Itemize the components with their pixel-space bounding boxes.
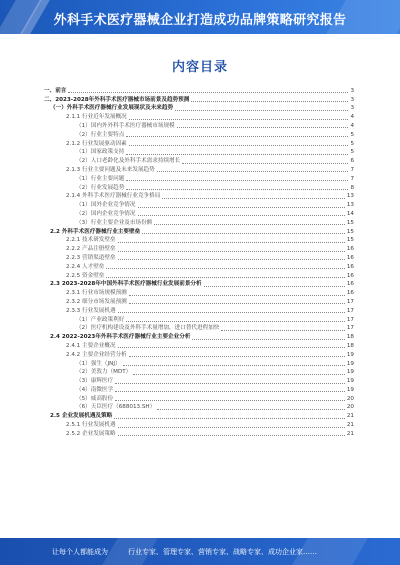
- toc-entry[interactable]: [44, 271, 354, 280]
- toc-dot-leader: [118, 251, 345, 252]
- toc-entry[interactable]: [44, 104, 354, 113]
- toc-dot-leader: [126, 154, 348, 155]
- toc-entry-label: （2）国内企业竞争情况: [76, 210, 136, 217]
- toc-entry-label: 2.2.4 人才壁垒: [66, 263, 105, 270]
- toc-entry-label: 2.2.3 营销渠道壁垒: [66, 254, 116, 261]
- toc-entry[interactable]: [44, 236, 354, 245]
- toc-entry-page: 17: [346, 307, 354, 314]
- toc-entry[interactable]: [44, 200, 354, 209]
- toc-entry-page: 3: [350, 105, 354, 112]
- toc-dot-leader: [182, 163, 348, 164]
- toc-entry-label: （1）国家政策支持: [76, 149, 125, 156]
- footer-slogan: 让每个人都能成为: [52, 548, 108, 556]
- toc-entry[interactable]: [44, 112, 354, 121]
- toc-dot-leader: [175, 110, 348, 111]
- toc-dot-leader: [129, 356, 345, 357]
- toc-dot-leader: [118, 242, 345, 243]
- toc-dot-leader: [106, 268, 344, 269]
- toc-dot-leader: [118, 347, 345, 348]
- toc-entry[interactable]: [44, 209, 354, 218]
- toc-dot-leader: [126, 180, 348, 181]
- toc-entry-page: 19: [346, 386, 354, 393]
- toc-entry-label: 2.5 企业发展机遇及策略: [50, 413, 113, 420]
- toc-entry-page: 4: [350, 122, 354, 129]
- toc-entry[interactable]: [44, 262, 354, 271]
- toc-entry-page: 5: [350, 140, 354, 147]
- toc-entry-page: 21: [346, 413, 354, 420]
- toc-entry[interactable]: [44, 350, 354, 359]
- toc-entry-label: （1）产业政策利好: [76, 316, 125, 323]
- toc-heading: 内容目录: [171, 60, 228, 75]
- toc-entry-page: 5: [350, 131, 354, 138]
- toc-entry[interactable]: [44, 288, 354, 297]
- toc-entry-page: 13: [346, 193, 354, 200]
- toc-entry-label: 2.3.2 细分市场发展预测: [66, 298, 127, 305]
- toc-entry-page: 14: [346, 210, 354, 217]
- toc-dot-leader: [118, 427, 345, 428]
- toc-entry-page: 19: [346, 351, 354, 358]
- toc-entry-label: 一、前言: [44, 87, 67, 94]
- toc-dot-leader: [191, 101, 348, 102]
- toc-dot-leader: [129, 303, 345, 304]
- toc-dot-leader: [126, 321, 345, 322]
- toc-dot-leader: [118, 259, 345, 260]
- toc-dot-leader: [115, 383, 345, 384]
- toc-dot-leader: [129, 119, 349, 120]
- toc-entry[interactable]: [44, 156, 354, 165]
- toc-entry-page: 15: [346, 237, 354, 244]
- toc-entry[interactable]: [44, 280, 354, 289]
- toc-entry-page: 16: [346, 290, 354, 297]
- toc-entry[interactable]: [44, 403, 354, 412]
- table-of-contents: [44, 86, 354, 438]
- toc-entry-label: （1）强生（JNJ）: [76, 360, 121, 367]
- toc-entry[interactable]: [44, 385, 354, 394]
- toc-entry-label: 2.5.2 企业发展策略: [66, 430, 116, 437]
- footer-roles: 行业专家、管理专家、营销专家、战略专家、成功企业家……: [128, 548, 317, 556]
- report-title: 外科手术医疗器械企业打造成功品牌策略研究报告: [53, 13, 347, 28]
- toc-entry[interactable]: [44, 130, 354, 139]
- toc-entry-label: 2.3 2023-2028年中国外科手术医疗器械行业发展前景分析: [50, 281, 202, 288]
- toc-entry-page: 20: [346, 395, 354, 402]
- toc-entry[interactable]: [44, 376, 354, 385]
- toc-entry[interactable]: [44, 244, 354, 253]
- toc-entry-label: 二、2023-2028年外科手术医疗器械市场前景及趋势预测: [44, 96, 190, 103]
- toc-entry-label: （2）医疗机构建设及外科手术量增加，进口替代进程加快: [76, 325, 220, 332]
- toc-entry-page: 21: [346, 430, 354, 437]
- toc-entry-label: （3）康辉医疗: [76, 378, 114, 385]
- toc-entry-page: 15: [346, 219, 354, 226]
- toc-entry-label: （4）南微医学: [76, 386, 114, 393]
- toc-entry[interactable]: [44, 95, 354, 104]
- toc-entry-label: 2.2.2 产品注册壁垒: [66, 246, 116, 253]
- toc-dot-leader: [221, 330, 344, 331]
- toc-entry-page: 20: [346, 404, 354, 411]
- toc-entry-page: 15: [346, 228, 354, 235]
- toc-entry-label: 2.1.1 行业近年发展概况: [66, 114, 127, 121]
- toc-dot-leader: [157, 171, 349, 172]
- toc-entry[interactable]: [44, 121, 354, 130]
- toc-dot-leader: [118, 312, 345, 313]
- toc-dot-leader: [106, 277, 344, 278]
- toc-entry-page: 16: [346, 272, 354, 279]
- toc-entry-label: （6）天臣医疗（688013.SH）: [76, 404, 156, 411]
- toc-entry-label: （2）美敦力（MDT）: [76, 369, 132, 376]
- toc-dot-leader: [162, 198, 345, 199]
- toc-entry-page: 7: [350, 175, 354, 182]
- toc-entry-label: （1）行业主要问题: [76, 175, 125, 182]
- toc-entry[interactable]: [44, 394, 354, 403]
- toc-entry[interactable]: [44, 165, 354, 174]
- toc-entry-label: 2.5.1 行业发展机遇: [66, 422, 116, 429]
- toc-entry-label: 2.2.5 资金壁垒: [66, 272, 105, 279]
- toc-entry-label: 2.1.2 行业发展驱动因素: [66, 140, 127, 147]
- toc-entry-page: 3: [350, 87, 354, 94]
- toc-dot-leader: [126, 189, 348, 190]
- toc-entry[interactable]: [44, 420, 354, 429]
- toc-entry-page: 13: [346, 202, 354, 209]
- toc-entry[interactable]: [44, 192, 354, 201]
- toc-entry-label: （一）外科手术医疗器械行业发展现状及未来趋势: [50, 105, 174, 112]
- footer-band: [0, 538, 400, 565]
- toc-entry-page: 8: [350, 184, 354, 191]
- toc-entry[interactable]: [44, 174, 354, 183]
- toc-entry-page: 16: [346, 254, 354, 261]
- toc-entry-label: （3）行业主要企业及市场份额: [76, 219, 153, 226]
- toc-entry-label: 2.4.1 主要企业概况: [66, 342, 116, 349]
- report-header-band: [0, 0, 400, 34]
- toc-dot-leader: [126, 136, 348, 137]
- toc-entry[interactable]: [44, 315, 354, 324]
- toc-entry[interactable]: [44, 411, 354, 420]
- toc-entry-page: 17: [346, 316, 354, 323]
- toc-dot-leader: [129, 145, 349, 146]
- toc-dot-leader: [123, 365, 345, 366]
- toc-entry-label: 2.4.2 主要企业经营分析: [66, 351, 127, 358]
- toc-dot-leader: [118, 435, 345, 436]
- toc-entry[interactable]: [44, 86, 354, 95]
- toc-entry[interactable]: [44, 227, 354, 236]
- toc-entry[interactable]: [44, 218, 354, 227]
- toc-entry-page: 16: [346, 246, 354, 253]
- toc-entry-page: 19: [346, 369, 354, 376]
- toc-entry-label: 2.3.1 行业市场规模预测: [66, 290, 127, 297]
- toc-entry[interactable]: [44, 306, 354, 315]
- toc-dot-leader: [114, 418, 345, 419]
- toc-entry[interactable]: [44, 341, 354, 350]
- toc-entry-label: 2.1.3 行业主要问题及未来发展趋势: [66, 166, 155, 173]
- toc-dot-leader: [68, 92, 348, 93]
- toc-entry-page: 4: [350, 114, 354, 121]
- toc-dot-leader: [177, 127, 349, 128]
- toc-dot-leader: [192, 339, 344, 340]
- toc-entry-page: 17: [346, 325, 354, 332]
- toc-entry-page: 18: [346, 334, 354, 341]
- toc-entry[interactable]: [44, 148, 354, 157]
- toc-dot-leader: [154, 224, 345, 225]
- toc-entry-label: （2）行业主要特点: [76, 131, 125, 138]
- toc-dot-leader: [115, 400, 345, 401]
- toc-dot-leader: [142, 233, 345, 234]
- toc-entry-label: 2.1.4 外科手术医疗器械行业竞争格局: [66, 193, 161, 200]
- toc-entry-page: 17: [346, 298, 354, 305]
- toc-entry-label: （1）国内外外科手术医疗器械市场规模: [76, 122, 175, 129]
- toc-entry[interactable]: [44, 359, 354, 368]
- toc-entry-page: 16: [346, 263, 354, 270]
- toc-entry-label: 2.3.3 行业发展机遇: [66, 307, 116, 314]
- toc-entry-label: （2）人口老龄化及外科手术需求持续增长: [76, 158, 181, 165]
- toc-entry-page: 19: [346, 378, 354, 385]
- toc-entry-label: 2.2 外科手术医疗器械行业主要壁垒: [50, 228, 141, 235]
- toc-dot-leader: [129, 295, 345, 296]
- toc-entry[interactable]: [44, 368, 354, 377]
- toc-entry-label: 2.2.1 技术研发壁垒: [66, 237, 116, 244]
- toc-entry[interactable]: [44, 183, 354, 192]
- toc-entry-page: 21: [346, 422, 354, 429]
- toc-entry[interactable]: [44, 332, 354, 341]
- toc-dot-leader: [157, 409, 345, 410]
- toc-dot-leader: [204, 286, 345, 287]
- toc-entry[interactable]: [44, 297, 354, 306]
- toc-entry-label: 2.4 2022-2023年外科手术医疗器械行业主要企业分析: [50, 334, 191, 341]
- toc-entry[interactable]: [44, 429, 354, 438]
- toc-entry[interactable]: [44, 139, 354, 148]
- toc-dot-leader: [115, 391, 345, 392]
- toc-dot-leader: [133, 374, 345, 375]
- toc-entry-page: 18: [346, 342, 354, 349]
- toc-dot-leader: [138, 207, 345, 208]
- toc-entry-label: （1）国外企业竞争情况: [76, 202, 136, 209]
- toc-entry-page: 19: [346, 360, 354, 367]
- toc-entry-label: （5）威高股份: [76, 395, 114, 402]
- toc-entry-page: 7: [350, 166, 354, 173]
- toc-entry[interactable]: [44, 253, 354, 262]
- toc-entry-page: 6: [350, 158, 354, 165]
- toc-entry-page: 16: [346, 281, 354, 288]
- toc-entry-label: （2）行业发展趋势: [76, 184, 125, 191]
- toc-entry[interactable]: [44, 324, 354, 333]
- toc-dot-leader: [138, 215, 345, 216]
- toc-entry-page: 3: [350, 96, 354, 103]
- toc-entry-page: 5: [350, 149, 354, 156]
